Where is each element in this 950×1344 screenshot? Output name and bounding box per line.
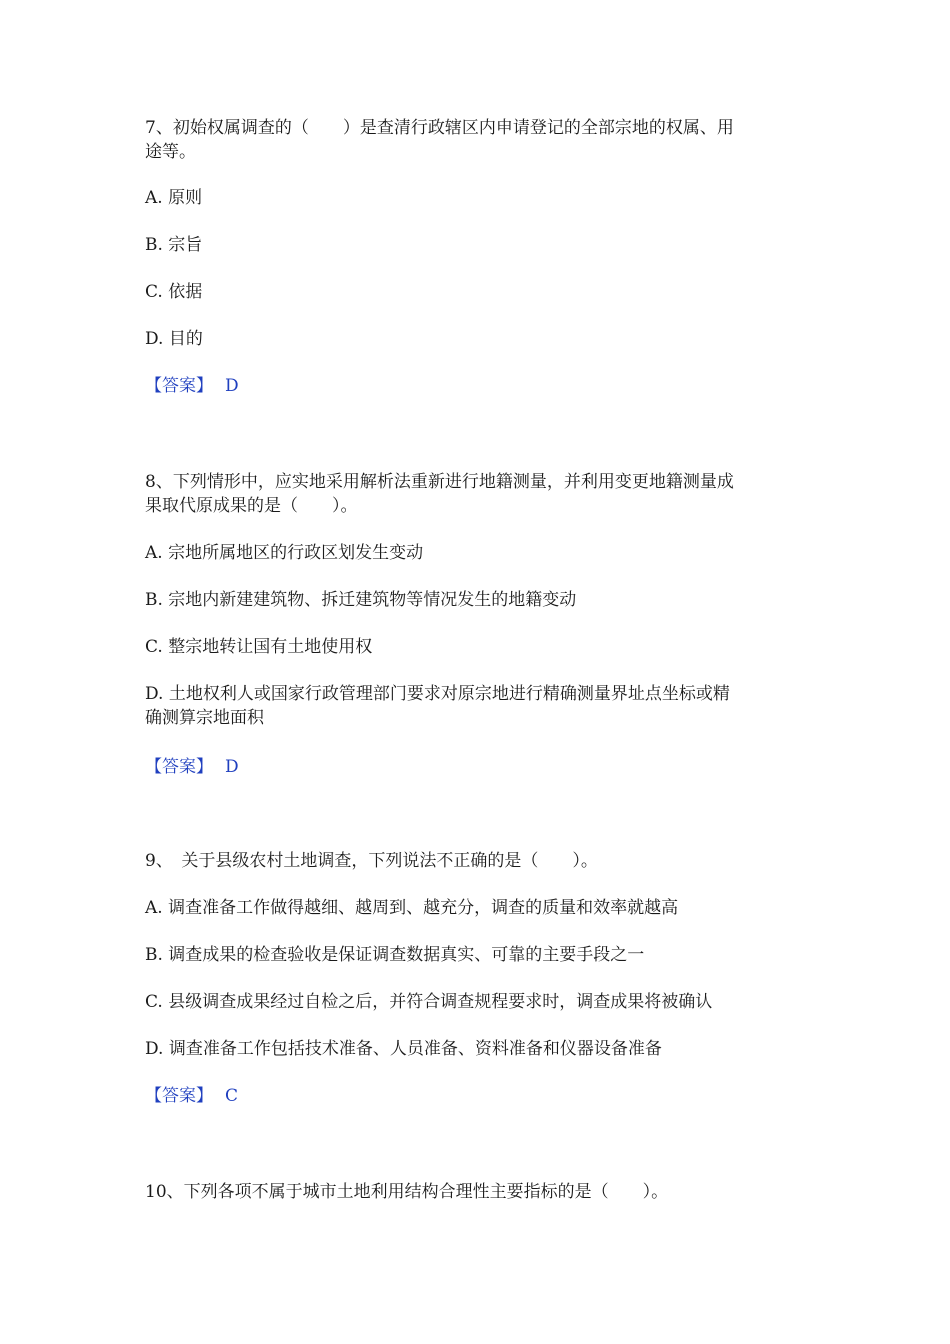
- answer-value: D: [225, 376, 239, 396]
- question-7-option-a: A. 原则: [145, 188, 203, 208]
- question-7-option-d: D. 目的: [145, 329, 203, 349]
- question-8-answer: [145, 755, 815, 779]
- question-10-stem: 10、下列各项不属于城市土地利用结构合理性主要指标的是（ ）。: [145, 1182, 669, 1202]
- answer-value: C: [225, 1086, 239, 1106]
- answer-label: 【答案】: [145, 376, 213, 396]
- question-8-stem-line-1: 8、下列情形中，应实地采用解析法重新进行地籍测量，并利用变更地籍测量成: [145, 472, 734, 492]
- question-7-option-b: B. 宗旨: [145, 235, 203, 255]
- question-9-answer: [145, 1084, 815, 1108]
- question-7-answer: [145, 374, 815, 398]
- answer-label: 【答案】: [145, 1086, 213, 1106]
- answer-label: 【答案】: [145, 757, 213, 777]
- question-7-stem-line-2: 途等。: [145, 142, 196, 162]
- question-8-option-d-line-1: D. 土地权利人或国家行政管理部门要求对原宗地进行精确测量界址点坐标或精: [145, 684, 730, 704]
- question-9-option-a: A. 调查准备工作做得越细、越周到、越充分，调查的质量和效率就越高: [145, 898, 679, 918]
- question-9-option-c: C. 县级调查成果经过自检之后，并符合调查规程要求时，调查成果将被确认: [145, 992, 713, 1012]
- question-8-option-b: B. 宗地内新建建筑物、拆迁建筑物等情况发生的地籍变动: [145, 590, 577, 610]
- question-9-stem: 9、 关于县级农村土地调查，下列说法不正确的是（ ）。: [145, 851, 598, 871]
- question-9-option-d: D. 调查准备工作包括技术准备、人员准备、资料准备和仪器设备准备: [145, 1039, 662, 1059]
- question-8-option-a: A. 宗地所属地区的行政区划发生变动: [145, 543, 424, 563]
- question-9-option-b: B. 调查成果的检查验收是保证调查数据真实、可靠的主要手段之一: [145, 945, 645, 965]
- question-8-option-c: C. 整宗地转让国有土地使用权: [145, 637, 373, 657]
- question-7-stem-line-1: 7、初始权属调查的（ ）是查清行政辖区内申请登记的全部宗地的权属、用: [145, 118, 734, 138]
- question-7-option-c: C. 依据: [145, 282, 203, 302]
- question-8-option-d-line-2: 确测算宗地面积: [145, 708, 264, 728]
- question-8-stem-line-2: 果取代原成果的是（ ）。: [145, 496, 358, 516]
- answer-value: D: [225, 757, 239, 777]
